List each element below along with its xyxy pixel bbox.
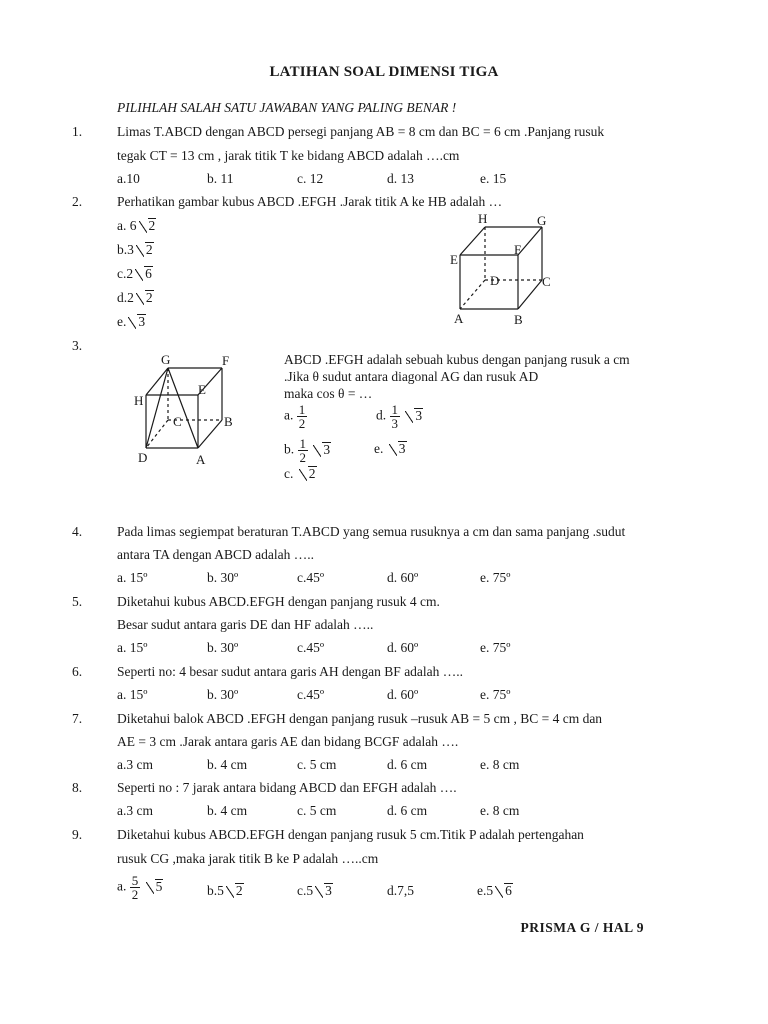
page-footer: PRISMA G / HAL 9 <box>520 920 644 935</box>
q3-option-e <box>374 441 407 457</box>
sqrt-symbol <box>405 408 423 424</box>
vertex-label: H <box>478 211 488 226</box>
q8-number: 8. <box>72 780 83 795</box>
sqrt-symbol <box>299 466 317 482</box>
q1-text-line1: Limas T.ABCD dengan ABCD persegi panjang AB = 8 cm dan BC = 6 cm .Panjang rusuk <box>117 124 605 139</box>
vertex-label: B <box>224 414 233 429</box>
page-title: LATIHAN SOAL DIMENSI TIGA <box>269 64 499 80</box>
vertex-label: F <box>514 242 522 257</box>
q6-option-a: a. 15º <box>117 687 148 702</box>
q9-option-c <box>297 883 333 899</box>
radicand: 2 <box>145 242 153 257</box>
radicand: 6 <box>505 883 512 898</box>
q4-option-d: d. 60º <box>387 570 419 585</box>
sqrt-symbol <box>389 441 407 457</box>
q7-option-a: a.3 cm <box>117 757 153 772</box>
radicand: 3 <box>138 314 146 329</box>
q9-option-a <box>117 874 163 901</box>
q6-number: 6. <box>72 664 83 679</box>
vertex-label: C <box>542 274 551 289</box>
q5-text-line1: Diketahui kubus ABCD.EFGH dengan panjang rusuk 4 cm. <box>117 594 440 609</box>
q8-option-a: a.3 cm <box>117 803 153 818</box>
fraction <box>298 437 309 464</box>
option-label: a. 6 <box>117 218 137 233</box>
q8-option-e: e. 8 cm <box>480 803 520 818</box>
q4-option-e: e. 75º <box>480 570 511 585</box>
sqrt-symbol <box>135 266 153 282</box>
q1-option-b: b. 11 <box>207 171 234 186</box>
sqrt-symbol <box>226 883 244 899</box>
q5-text-line2: Besar sudut antara garis DE dan HF adalah ….. <box>117 617 374 632</box>
q4-option-c: c.45º <box>297 570 325 585</box>
q2-option-a <box>117 218 156 234</box>
q7-option-e: e. 8 cm <box>480 757 520 772</box>
option-label: c.2 <box>117 266 134 281</box>
instruction: PILIHLAH SALAH SATU JAWABAN YANG PALING BENAR ! <box>117 100 457 115</box>
q4-option-b: b. 30º <box>207 570 239 585</box>
q4-text-line1: Pada limas segiempat beraturan T.ABCD yang semua rusuknya a cm dan sama panjang .sudut <box>117 524 626 539</box>
option-label: b. <box>284 441 295 457</box>
option-label: d. <box>376 407 387 423</box>
vertex-label: G <box>161 352 171 367</box>
option-label: a. <box>284 407 294 423</box>
q7-option-d: d. 6 cm <box>387 757 428 772</box>
q9-text-line1: Diketahui kubus ABCD.EFGH dengan panjang rusuk 5 cm.Titik P adalah pertengahan <box>117 827 584 842</box>
q6-option-d: d. 60º <box>387 687 419 702</box>
q2-number: 2. <box>72 194 83 209</box>
q9-option-e <box>477 883 513 899</box>
denominator: 2 <box>131 887 139 902</box>
sqrt-symbol <box>315 883 333 899</box>
q6-option-c: c.45º <box>297 687 325 702</box>
option-label: c. <box>284 466 294 481</box>
q2-option-c <box>117 266 153 282</box>
q8-option-c: c. 5 cm <box>297 803 337 818</box>
vertex-label: E <box>450 252 458 267</box>
q1-option-c: c. 12 <box>297 171 324 186</box>
q2-option-d <box>117 290 154 306</box>
q3-option-d <box>376 403 423 430</box>
sqrt-symbol <box>136 242 154 258</box>
q7-number: 7. <box>72 711 83 726</box>
q5-option-e: e. 75º <box>480 640 511 655</box>
q2-option-e <box>117 314 146 330</box>
q3-number: 3. <box>72 338 83 353</box>
q5-option-c: c.45º <box>297 640 325 655</box>
q3-option-a <box>284 403 307 430</box>
q1-option-a: a.10 <box>117 171 140 186</box>
q9-option-b <box>207 883 244 899</box>
fraction <box>390 403 401 430</box>
q7-option-c: c. 5 cm <box>297 757 337 772</box>
radicand: 6 <box>145 266 152 281</box>
q3-option-b <box>284 437 331 464</box>
numerator: 1 <box>299 436 306 451</box>
vertex-label: F <box>222 353 230 368</box>
q9-option-d <box>387 883 414 899</box>
vertex-label: G <box>537 213 547 228</box>
option-label: d.2 <box>117 290 134 305</box>
q3-text-line3: maka cos θ = … <box>284 386 373 401</box>
q5-option-d: d. 60º <box>387 640 419 655</box>
q5-option-a: a. 15º <box>117 640 148 655</box>
numerator: 1 <box>298 402 306 417</box>
numerator: 5 <box>131 873 139 888</box>
q4-number: 4. <box>72 524 83 539</box>
radicand: 3 <box>325 883 332 898</box>
q5-number: 5. <box>72 594 83 609</box>
q2-text-line1: Perhatikan gambar kubus ABCD .EFGH .Jarak titik A ke HB adalah … <box>117 194 503 209</box>
q3-text-line2: .Jika θ sudut antara diagonal AG dan rusuk AD <box>284 369 539 384</box>
vertex-label: A <box>196 452 206 467</box>
vertex-label: H <box>134 393 144 408</box>
sqrt-symbol <box>146 879 164 895</box>
q6-option-e: e. 75º <box>480 687 511 702</box>
option-label: e. <box>374 441 384 456</box>
fraction <box>297 403 308 430</box>
denominator: 2 <box>298 416 306 431</box>
q8-option-d: d. 6 cm <box>387 803 428 818</box>
q1-text-line2: tegak CT = 13 cm , jarak titik T ke bidang ABCD adalah ….cm <box>117 148 460 163</box>
sqrt-symbol <box>136 290 154 306</box>
radicand: 2 <box>308 466 316 481</box>
radicand: 5 <box>155 878 163 894</box>
q1-option-d: d. 13 <box>387 171 414 186</box>
option-label: b.3 <box>117 242 134 257</box>
option-label: d.7,5 <box>387 883 414 898</box>
vertex-label: D <box>490 273 500 288</box>
q2-option-b <box>117 242 154 258</box>
q7-text-line2: AE = 3 cm .Jarak antara garis AE dan bidang BCGF adalah …. <box>117 734 459 749</box>
q4-text-line2: antara TA dengan ABCD adalah ….. <box>117 547 314 562</box>
q4-option-a: a. 15º <box>117 570 148 585</box>
radicand: 3 <box>415 407 423 423</box>
option-label: e. <box>117 314 127 329</box>
sqrt-symbol <box>139 218 157 234</box>
q5-option-b: b. 30º <box>207 640 239 655</box>
q1-number: 1. <box>72 124 83 139</box>
fraction <box>130 874 141 901</box>
vertex-label: E <box>198 382 206 397</box>
option-label: b.5 <box>207 883 224 898</box>
radicand: 3 <box>323 441 331 457</box>
denominator: 3 <box>391 416 398 431</box>
sqrt-symbol <box>128 314 146 330</box>
q9-text-line2: rusuk CG ,maka jarak titik B ke P adalah …..cm <box>117 851 379 866</box>
q2-cube-figure <box>440 205 560 330</box>
numerator: 1 <box>391 402 398 417</box>
vertex-label: C <box>173 414 182 429</box>
radicand: 2 <box>148 218 156 233</box>
radicand: 3 <box>398 441 406 456</box>
denominator: 2 <box>299 450 306 465</box>
q8-text-line1: Seperti no : 7 jarak antara bidang ABCD dan EFGH adalah …. <box>117 780 457 795</box>
sqrt-symbol <box>313 442 331 458</box>
q6-text-line1: Seperti no: 4 besar sudut antara garis AH dengan BF adalah ….. <box>117 664 464 679</box>
q3-cube-figure <box>130 350 245 470</box>
vertex-label: D <box>138 450 148 465</box>
q7-text-line1: Diketahui balok ABCD .EFGH dengan panjang rusuk –rusuk AB = 5 cm , BC = 4 cm dan <box>117 711 603 726</box>
option-label: e.5 <box>477 883 494 898</box>
q1-option-e: e. 15 <box>480 171 507 186</box>
radicand: 2 <box>145 290 153 305</box>
q8-option-b: b. 4 cm <box>207 803 248 818</box>
q3-option-c <box>284 466 317 482</box>
q9-number: 9. <box>72 827 83 842</box>
q3-text-line1: ABCD .EFGH adalah sebuah kubus dengan panjang rusuk a cm <box>284 352 630 367</box>
vertex-label: A <box>454 311 464 326</box>
vertex-label: B <box>514 312 523 327</box>
option-label: a. <box>117 878 127 894</box>
option-label: c.5 <box>297 883 314 898</box>
radicand: 2 <box>235 883 243 898</box>
q6-option-b: b. 30º <box>207 687 239 702</box>
sqrt-symbol <box>495 883 513 899</box>
q7-option-b: b. 4 cm <box>207 757 248 772</box>
